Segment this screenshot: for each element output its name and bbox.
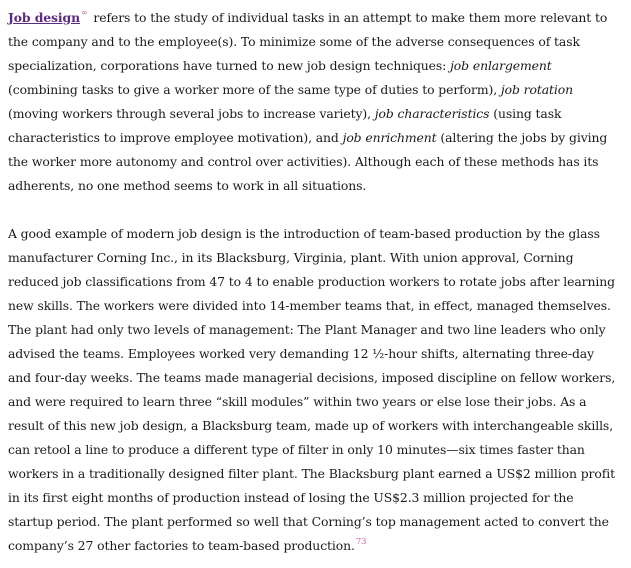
- document-body: [8, 6, 620, 558]
- term-job-enrichment: job enrichment: [342, 130, 437, 145]
- footnote-reference[interactable]: 73: [355, 537, 367, 547]
- term-job-enlargement: job enlargement: [450, 58, 552, 73]
- term-job-rotation: job rotation: [500, 82, 574, 97]
- paragraph2-text: A good example of modern job design is the introduction of team-based production by the glass manufacturer Corning Inc., in its Blacksburg, Virginia, plant. With union approval, Corning reduced job classifications from 47 to 4 to enable production workers to rotate jobs after learning new skills. The workers were divided into 14-member teams that, in effect, managed themselves. The plant had only two levels of management: The Plant Manager and two line leaders who only advised the teams. Employees worked very demanding 12 ½-hour shifts, alternating three-day and four-day weeks. The teams made managerial decisions, imposed discipline on fellow workers, and were required to learn three “skill modules” within two years or else lose their jobs. As a result of this new job design, a Blacksburg team, made up of workers with interchangeable skills, can retool a line to produce a different type of filter in only 10 minutes—six times faster than workers in a traditionally designed filter plant. The Blacksburg plant earned a US$2 million profit in its first eight months of production instead of losing the US$2.3 million projected for the startup period. The plant performed so well that Corning’s top management acted to convert the company’s 27 other factories to team-based production.: [8, 226, 616, 553]
- paragraph1-text-5: (altering the jobs by giving the worker more autonomy and control over activities). Although each of these methods has its adherents, no one method seems to work in all situations.: [8, 130, 608, 193]
- paragraph1-text-2: (combining tasks to give a worker more of the same type of duties to perform),: [8, 82, 501, 97]
- paragraph-job-design: [8, 6, 620, 198]
- paragraph1-text-1: refers to the study of individual tasks in an attempt to make them more relevant to the company and to the employee(s). To minimize some of the adverse consequences of task specialization, corporations have turned to new job design techniques:: [8, 10, 608, 73]
- paragraph1-text-4: (using task characteristics to improve employee motivation), and: [8, 106, 562, 145]
- paragraph1-text-3: (moving workers through several jobs to increase variety),: [8, 106, 375, 121]
- glossary-icon[interactable]: ∞: [81, 8, 88, 17]
- paragraph-corning-example: [8, 222, 620, 558]
- job-design-glossary-link[interactable]: Job design: [8, 10, 81, 25]
- term-job-characteristics: job characteristics: [374, 106, 490, 121]
